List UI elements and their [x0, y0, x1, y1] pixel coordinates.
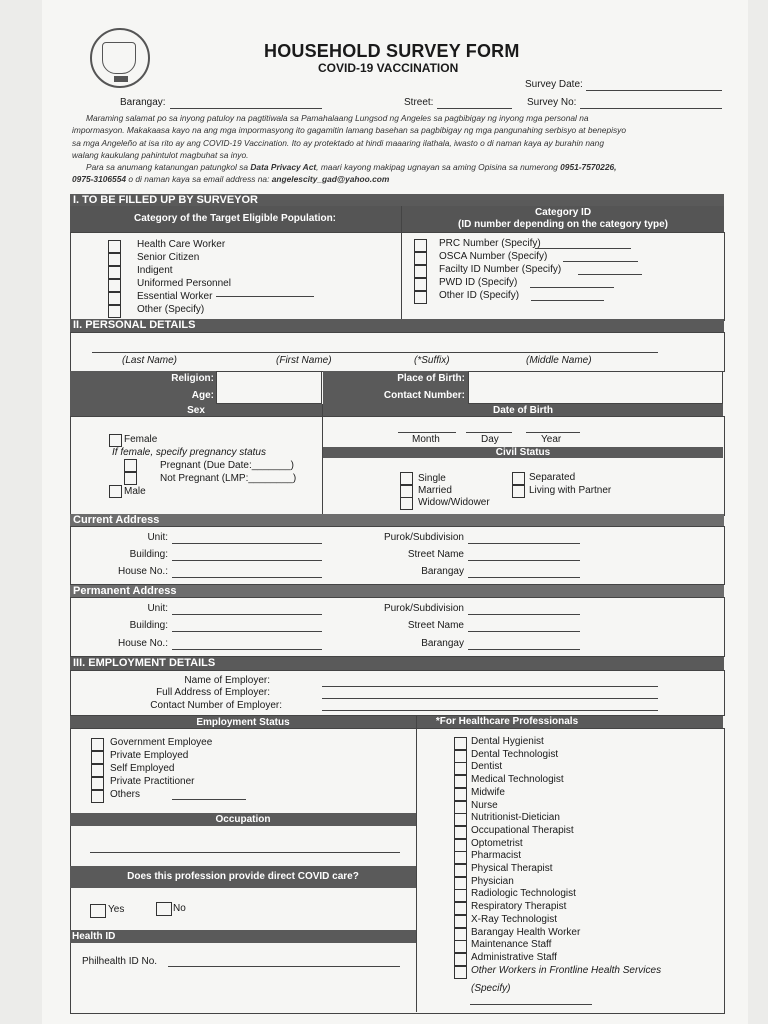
- single-label: Single: [418, 473, 446, 484]
- section1-header: I. TO BE FILLED UP BY SURVEYOR: [70, 194, 724, 206]
- female-checkbox[interactable]: [109, 434, 122, 447]
- employment-status-item-checkbox[interactable]: [91, 790, 104, 803]
- employment-status-title: Employment Status: [196, 717, 290, 728]
- category-item-label: Other (Specify): [137, 304, 205, 315]
- not-pregnant-label: Not Pregnant (LMP:________): [160, 473, 297, 484]
- age-label: Age:: [191, 390, 214, 401]
- married-label: Married: [418, 485, 452, 496]
- widow-checkbox[interactable]: [400, 497, 413, 510]
- single-checkbox[interactable]: [400, 472, 413, 485]
- permanent-unit-field[interactable]: [172, 614, 322, 615]
- healthcare-profession-item-checkbox[interactable]: [454, 877, 467, 890]
- day-caption: Day: [481, 434, 499, 445]
- covid-question: Does this profession provide direct COVID care?: [127, 871, 359, 882]
- current-purok-label: Purok/Subdivision: [383, 532, 464, 543]
- employment-divider: [416, 716, 417, 1012]
- category-item-label: Health Care Worker: [137, 239, 226, 250]
- permanent-street-label: Street Name: [407, 620, 464, 631]
- healthcare-profession-item-label: Occupational Therapist: [471, 824, 574, 836]
- city-seal-logo: [90, 28, 150, 88]
- form-title: HOUSEHOLD SURVEY FORM: [264, 41, 520, 61]
- healthcare-professionals-title: *For Healthcare Professionals: [435, 716, 579, 727]
- full-name-field[interactable]: [92, 352, 658, 353]
- philhealth-label: Philhealth ID No.: [82, 956, 158, 967]
- permanent-barangay-field[interactable]: [468, 649, 580, 650]
- category-item-checkbox[interactable]: [108, 253, 121, 266]
- sex-title: Sex: [187, 405, 205, 416]
- barangay-field[interactable]: [170, 108, 322, 109]
- others-specify-field[interactable]: [172, 799, 246, 800]
- birth-year-field[interactable]: [526, 432, 580, 433]
- healthcare-profession-item-label: Pharmacist: [471, 850, 522, 862]
- current-unit-label: Unit:: [147, 532, 168, 543]
- first-name-caption: (First Name): [276, 355, 332, 366]
- covid-no-checkbox[interactable]: [156, 902, 172, 916]
- permanent-building-field[interactable]: [172, 631, 322, 632]
- permanent-purok-label: Purok/Subdivision: [383, 603, 464, 614]
- healthcare-profession-item-label: Respiratory Therapist: [471, 901, 567, 913]
- occupation-field[interactable]: [90, 852, 400, 853]
- healthcare-profession-item-label: Dentist: [471, 761, 503, 773]
- category-id-title: Category ID: [534, 207, 592, 218]
- barangay-label: Barangay:: [120, 97, 166, 108]
- healthcare-profession-item-label: Administrative Staff: [471, 951, 557, 963]
- employment-status-item-label: Private Practitioner: [110, 776, 195, 787]
- current-purok-field[interactable]: [468, 543, 580, 544]
- category-id-item-checkbox[interactable]: [414, 291, 427, 304]
- male-label: Male: [124, 486, 146, 497]
- healthcare-profession-item-checkbox[interactable]: [454, 940, 467, 953]
- suffix-caption: (*Suffix): [414, 355, 450, 366]
- category-id-item-checkbox[interactable]: [414, 252, 427, 265]
- category-id-item-checkbox[interactable]: [414, 278, 427, 291]
- specify-field[interactable]: [563, 261, 638, 262]
- survey-date-label: Survey Date:: [525, 79, 583, 90]
- current-house-no-field[interactable]: [172, 577, 322, 578]
- current-barangay-label: Barangay: [421, 566, 464, 577]
- category-id-item-label: PWD ID (Specify): [439, 277, 518, 288]
- pregnant-checkbox[interactable]: [124, 459, 137, 472]
- healthcare-profession-item-label: Other Workers in Frontline Health Services: [471, 964, 662, 976]
- employer-name-label: Name of Employer:: [184, 675, 270, 686]
- healthcare-profession-item-label: Nurse: [471, 799, 498, 811]
- healthcare-profession-item-checkbox[interactable]: [454, 762, 467, 775]
- survey-date-field[interactable]: [586, 90, 722, 91]
- employment-status-item-label: Self Employed: [110, 763, 175, 774]
- category-item-checkbox[interactable]: [108, 279, 121, 292]
- female-label: Female: [124, 434, 158, 445]
- healthcare-profession-item-label: Medical Technologist: [471, 774, 564, 786]
- religion-age-fields[interactable]: [216, 371, 322, 404]
- form-subtitle: COVID-19 VACCINATION: [318, 61, 459, 75]
- specify-field[interactable]: [535, 248, 631, 249]
- birth-contact-fields[interactable]: [468, 371, 723, 404]
- category-id-item-checkbox[interactable]: [414, 239, 427, 252]
- category-id-item-label: Facilty ID Number (Specify): [439, 264, 562, 275]
- healthcare-profession-item-label: Physician: [471, 875, 514, 887]
- category-item-label: Essential Worker: [137, 291, 213, 302]
- category-item-label: Indigent: [137, 265, 173, 276]
- healthcare-profession-item-checkbox[interactable]: [454, 839, 467, 852]
- employer-contact-label: Contact Number of Employer:: [150, 700, 282, 711]
- religion-label: Religion:: [171, 373, 214, 384]
- year-caption: Year: [541, 434, 562, 445]
- permanent-barangay-label: Barangay: [421, 638, 464, 649]
- healthcare-profession-item-label: Dental Technologist: [471, 748, 559, 760]
- profession-specify-field[interactable]: [470, 1004, 592, 1005]
- not-pregnant-checkbox[interactable]: [124, 472, 137, 485]
- category-id-item-label: OSCA Number (Specify): [439, 251, 548, 262]
- category-item-label: Uniformed Personnel: [137, 278, 231, 289]
- healthcare-profession-item-checkbox[interactable]: [454, 953, 467, 966]
- privacy-notice: Maraming salamat po sa inyong patuloy na pagtitiwala sa Pamahalaang Lungsod ng Angeles sa pagbibigay ng inyong mga personal na impormasyon. Makakaasa kayo na ang mga impormasyong ito gagamitin lamang basehan sa pagbibigay ng mga pangunahing serbisyo at benepisyo sa mga Angeleño at isa rito ay ang COVID-19 Vaccination. Ito ay protektado at hindi maaaring ilathala, iwasto o di naman kaya ay burahin nang walang kaukulang pahintulot magbuhat sa inyo. Para sa anumang katanungan patungkol sa Data Privacy Act, maari kayong makipag ugnayan sa aming Opisina sa numerong 0951-7570226, 0975-3106554 o di naman kaya sa email address na: angelescity_gad@yahoo.com: [72, 113, 627, 185]
- current-address-header: Current Address: [70, 514, 724, 526]
- street-label: Street:: [404, 97, 434, 108]
- permanent-building-label: Building:: [129, 620, 168, 631]
- living-with-partner-label: Living with Partner: [529, 485, 612, 496]
- male-checkbox[interactable]: [109, 485, 122, 498]
- employment-status-item-checkbox[interactable]: [91, 751, 104, 764]
- survey-no-label: Survey No:: [527, 97, 577, 108]
- living-with-partner-checkbox[interactable]: [512, 485, 525, 498]
- healthcare-profession-item-checkbox[interactable]: [454, 801, 467, 814]
- healthcare-profession-item-checkbox[interactable]: [454, 750, 467, 763]
- healthcare-profession-item-checkbox[interactable]: [454, 826, 467, 839]
- month-caption: Month: [412, 434, 440, 445]
- healthcare-profession-item-label: Midwife: [471, 786, 505, 798]
- current-barangay-field[interactable]: [468, 577, 580, 578]
- specify-field[interactable]: [216, 296, 314, 297]
- street-field[interactable]: [437, 108, 512, 109]
- healthcare-profession-item-checkbox[interactable]: [454, 889, 467, 902]
- specify-field[interactable]: [578, 274, 642, 275]
- section1-divider: [401, 206, 402, 319]
- healthcare-profession-item-checkbox[interactable]: [454, 902, 467, 915]
- date-of-birth-title: Date of Birth: [493, 405, 553, 416]
- employer-address-field[interactable]: [322, 698, 658, 699]
- employer-address-label: Full Address of Employer:: [156, 687, 270, 698]
- employment-status-item-label: Private Employed: [110, 750, 189, 761]
- healthcare-profession-item-checkbox[interactable]: [454, 915, 467, 928]
- separated-label: Separated: [529, 472, 576, 483]
- permanent-house-no-field[interactable]: [172, 649, 322, 650]
- healthcare-profession-item-label: Maintenance Staff: [471, 939, 552, 951]
- place-of-birth-label: Place of Birth:: [397, 373, 465, 384]
- birth-day-field[interactable]: [466, 432, 512, 433]
- healthcare-profession-item-label: Physical Therapist: [471, 863, 553, 874]
- healthcare-profession-item-checkbox[interactable]: [454, 788, 467, 801]
- healthcare-profession-item-checkbox[interactable]: [454, 813, 467, 826]
- category-item-checkbox[interactable]: [108, 240, 121, 253]
- profession-specify-caption: (Specify): [471, 983, 511, 994]
- employer-name-field[interactable]: [322, 686, 658, 687]
- covid-yes-checkbox[interactable]: [90, 904, 106, 918]
- category-item-checkbox[interactable]: [108, 292, 121, 305]
- healthcare-profession-item-label: Radiologic Technologist: [471, 888, 576, 900]
- healthcare-profession-item-checkbox[interactable]: [454, 928, 467, 941]
- healthcare-profession-item-checkbox[interactable]: [454, 851, 467, 864]
- permanent-street-field[interactable]: [468, 631, 580, 632]
- permanent-house-no-label: House No.:: [117, 638, 168, 649]
- permanent-address-header: Permanent Address: [70, 585, 724, 597]
- survey-no-field[interactable]: [580, 108, 722, 109]
- current-unit-field[interactable]: [172, 543, 322, 544]
- last-name-caption: (Last Name): [122, 355, 178, 366]
- category-id-item-label: PRC Number (Specify): [439, 238, 541, 249]
- sex-divider: [322, 404, 323, 514]
- permanent-unit-label: Unit:: [147, 603, 168, 614]
- healthcare-profession-item-label: Nutritionist-Dietician: [471, 812, 560, 824]
- healthcare-profession-item-checkbox[interactable]: [454, 775, 467, 788]
- health-id-header: [70, 930, 416, 943]
- section2-header: II. PERSONAL DETAILS: [70, 319, 724, 332]
- covid-yes-label: Yes: [108, 904, 125, 915]
- birth-month-field[interactable]: [398, 432, 456, 433]
- current-building-label: Building:: [129, 549, 168, 560]
- pregnancy-instruction: If female, specify pregnancy status: [112, 447, 266, 458]
- occupation-title: Occupation: [215, 814, 271, 825]
- separated-checkbox[interactable]: [512, 472, 525, 485]
- employment-status-item-label: Others: [110, 789, 141, 800]
- civil-status-title: Civil Status: [495, 447, 551, 458]
- category-item-checkbox[interactable]: [108, 266, 121, 279]
- category-id-item-label: Other ID (Specify): [439, 290, 520, 301]
- category-item-label: Senior Citizen: [137, 252, 200, 263]
- category-id-subtitle: (ID number depending on the category type): [457, 219, 668, 230]
- philhealth-field[interactable]: [168, 966, 400, 967]
- healthcare-profession-item-label: Barangay Health Worker: [471, 926, 581, 938]
- employment-status-item-checkbox[interactable]: [91, 764, 104, 777]
- section3-header: III. EMPLOYMENT DETAILS: [70, 657, 724, 670]
- healthcare-profession-item-checkbox[interactable]: [454, 737, 467, 750]
- permanent-purok-field[interactable]: [468, 614, 580, 615]
- category-column-title: Category of the Target Eligible Population:: [133, 213, 337, 224]
- current-street-field[interactable]: [468, 560, 580, 561]
- category-item-checkbox[interactable]: [108, 305, 121, 318]
- widow-label: Widow/Widower: [418, 497, 490, 508]
- employment-status-item-checkbox[interactable]: [91, 738, 104, 751]
- employment-status-item-label: Government Employee: [110, 737, 213, 748]
- healthcare-profession-item-label: X-Ray Technologist: [471, 913, 557, 925]
- health-id-title: Health ID: [72, 931, 116, 942]
- middle-name-caption: (Middle Name): [526, 355, 592, 366]
- covid-no-label: No: [173, 903, 186, 914]
- healthcare-profession-item-label: Dental Hygienist: [471, 736, 544, 747]
- employment-status-item-checkbox[interactable]: [91, 777, 104, 790]
- healthcare-profession-item-checkbox[interactable]: [454, 864, 467, 877]
- current-house-no-label: House No.:: [117, 566, 168, 577]
- specify-field[interactable]: [531, 300, 604, 301]
- specify-field[interactable]: [530, 287, 614, 288]
- employer-contact-field[interactable]: [322, 710, 658, 711]
- category-id-item-checkbox[interactable]: [414, 265, 427, 278]
- healthcare-profession-item-checkbox[interactable]: [454, 966, 467, 979]
- healthcare-profession-item-label: Optometrist: [471, 837, 523, 849]
- current-building-field[interactable]: [172, 560, 322, 561]
- contact-number-label: Contact Number:: [383, 390, 465, 401]
- current-street-label: Street Name: [407, 549, 464, 560]
- pregnant-label: Pregnant (Due Date:_______): [160, 460, 294, 471]
